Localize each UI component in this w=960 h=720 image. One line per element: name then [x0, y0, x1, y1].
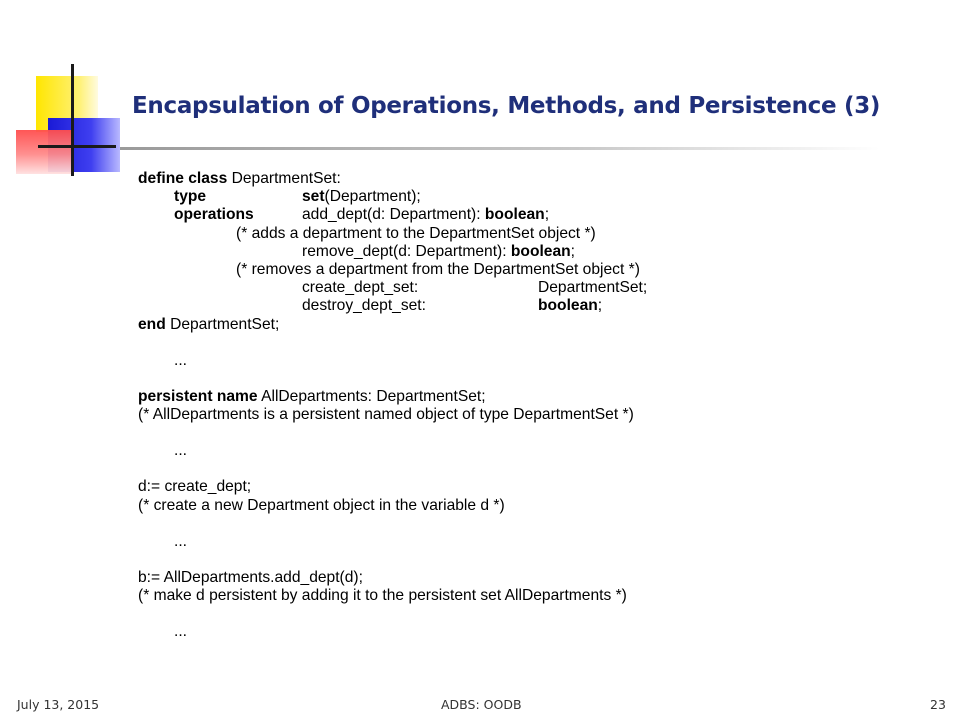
slide-decoration — [0, 0, 130, 180]
code-text: ; — [597, 297, 603, 315]
footer-course: ADBS: OODB — [441, 697, 522, 712]
code-line — [138, 243, 878, 261]
code-line — [138, 261, 878, 279]
code-ellipsis: ... — [174, 532, 187, 550]
code-comment: (* adds a department to the DepartmentSet object *) — [236, 224, 596, 242]
code-comment: (* make d persistent by adding it to the persistent set AllDepartments *) — [138, 587, 627, 605]
slide-number: 23 — [930, 697, 946, 712]
code-line — [138, 587, 878, 605]
code-keyword: end — [138, 315, 166, 333]
red-square-decoration — [16, 130, 74, 174]
slide-title: Encapsulation of Operations, Methods, and Persistence (3) — [132, 93, 881, 119]
code-keyword: persistent name — [138, 387, 258, 405]
code-keyword: define class — [138, 170, 228, 187]
code-line — [138, 188, 878, 206]
code-text: DepartmentSet; — [165, 315, 280, 333]
code-line — [138, 352, 878, 370]
code-ellipsis: ... — [174, 623, 187, 641]
code-keyword: operations — [174, 206, 254, 224]
code-line — [138, 388, 878, 406]
horizontal-line-decoration — [38, 145, 116, 148]
code-line — [138, 623, 878, 641]
code-keyword: boolean — [484, 206, 545, 224]
code-keyword: boolean — [510, 242, 571, 260]
vertical-line-decoration — [71, 64, 74, 176]
code-text: create_dept_set: — [302, 279, 419, 297]
code-ellipsis: ... — [174, 351, 187, 369]
code-line — [138, 170, 878, 188]
code-line — [138, 442, 878, 460]
code-line — [138, 497, 878, 515]
code-text: destroy_dept_set: — [302, 297, 426, 315]
code-text: ; — [570, 242, 576, 260]
code-comment: (* AllDepartments is a persistent named object of type DepartmentSet *) — [138, 406, 634, 424]
footer-date: July 13, 2015 — [17, 697, 100, 712]
code-line — [138, 478, 878, 496]
code-text: b:= AllDepartments.add_dept(d); — [138, 569, 363, 586]
code-text: DepartmentSet; — [538, 279, 648, 297]
code-line — [138, 569, 878, 587]
code-text: ; — [544, 206, 550, 224]
code-text: add_dept(d: Department): — [302, 206, 485, 224]
code-text: AllDepartments: DepartmentSet; — [257, 387, 486, 405]
code-text: d:= create_dept; — [138, 478, 252, 496]
code-line — [138, 297, 878, 315]
code-comment: (* removes a department from the DepartmentSet object *) — [236, 260, 640, 278]
code-line — [138, 533, 878, 551]
code-line — [138, 206, 878, 224]
code-keyword: set — [302, 188, 325, 206]
code-keyword: boolean — [538, 297, 598, 315]
code-ellipsis: ... — [174, 442, 187, 460]
code-text: (Department); — [324, 188, 421, 206]
code-text: DepartmentSet: — [227, 170, 341, 187]
code-comment: (* create a new Department object in the variable d *) — [138, 496, 505, 514]
code-line — [138, 279, 878, 297]
code-line — [138, 406, 878, 424]
code-listing — [138, 170, 878, 642]
code-line — [138, 225, 878, 243]
code-line — [138, 316, 878, 334]
title-underline — [120, 147, 880, 150]
code-keyword: type — [174, 188, 207, 206]
code-text: remove_dept(d: Department): — [302, 242, 511, 260]
